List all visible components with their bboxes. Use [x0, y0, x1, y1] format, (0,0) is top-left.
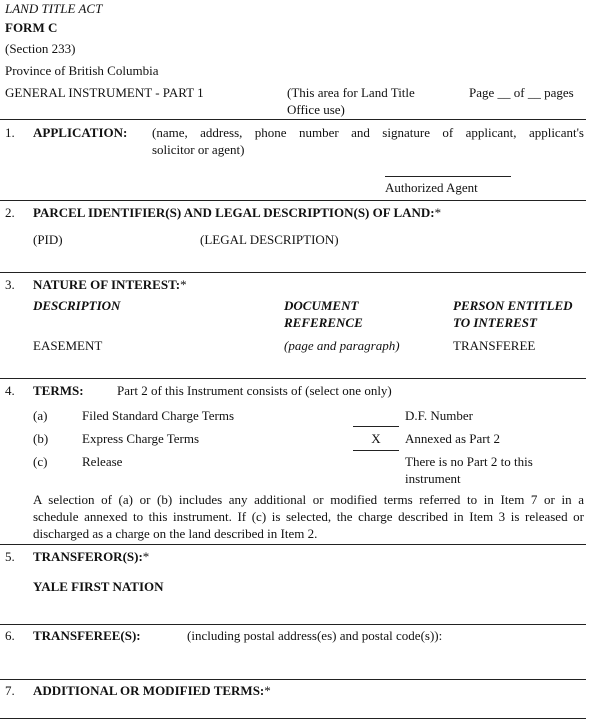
- interest-docref-value: (page and paragraph): [284, 338, 400, 353]
- divider: [0, 544, 586, 545]
- col-docref-header-line1: DOCUMENT: [284, 298, 359, 313]
- item1-description-line1: (name, address, phone number and signature of applicant, applicant's: [152, 125, 584, 140]
- pid-label: (PID): [33, 232, 63, 247]
- option-a-label: Filed Standard Charge Terms: [82, 408, 235, 423]
- divider: [0, 200, 586, 201]
- item2-number: 2.: [5, 205, 15, 220]
- option-b-blank: [353, 450, 399, 451]
- option-b-letter: (b): [33, 431, 49, 446]
- divider: [0, 624, 586, 625]
- interest-description-value: EASEMENT: [33, 338, 103, 353]
- item3-number: 3.: [5, 277, 15, 292]
- item4-intro: Part 2 of this Instrument consists of (select one only): [117, 383, 392, 398]
- form-title: FORM C: [5, 20, 58, 35]
- item5-heading: [33, 548, 149, 565]
- divider: [0, 119, 586, 120]
- item5-number: 5.: [5, 549, 15, 564]
- item3-title: NATURE OF INTEREST:: [33, 277, 181, 292]
- item6-description: (including postal address(es) and postal code(s)):: [187, 628, 443, 643]
- col-person-header-line2: TO INTEREST: [453, 315, 537, 330]
- option-a-blank: [353, 426, 399, 427]
- option-a-letter: (a): [33, 408, 48, 423]
- option-a-right: D.F. Number: [405, 408, 473, 423]
- item1-title: APPLICATION:: [33, 125, 128, 140]
- item7-title: ADDITIONAL OR MODIFIED TERMS:: [33, 683, 265, 698]
- item4-note-line2: schedule annexed to this instrument. If (c) is selected, the charge described in Item 3 is released or: [33, 509, 584, 524]
- col-description-header: DESCRIPTION: [33, 298, 121, 313]
- option-b-right: Annexed as Part 2: [405, 431, 500, 446]
- divider: [0, 679, 586, 680]
- option-c-letter: (c): [33, 454, 48, 469]
- legal-description-label: (LEGAL DESCRIPTION): [200, 232, 339, 247]
- item4-title: TERMS:: [33, 383, 84, 398]
- item7-asterisk: *: [264, 683, 271, 698]
- item2-title: PARCEL IDENTIFIER(S) AND LEGAL DESCRIPTION(S) OF LAND:: [33, 205, 435, 220]
- option-c-label: Release: [82, 454, 123, 469]
- page-count: Page __ of __ pages: [469, 85, 574, 100]
- section-ref: (Section 233): [5, 41, 76, 56]
- item4-number: 4.: [5, 383, 15, 398]
- instrument-title: GENERAL INSTRUMENT - PART 1: [5, 85, 204, 100]
- item4-note-line1: A selection of (a) or (b) includes any additional or modified terms referred to in Item 7 or in a: [33, 492, 584, 507]
- transferor-value: YALE FIRST NATION: [33, 579, 164, 594]
- item7-number: 7.: [5, 683, 15, 698]
- option-c-right-line1: There is no Part 2 to this: [405, 454, 533, 469]
- item1-number: 1.: [5, 125, 15, 140]
- option-c-right-line2: instrument: [405, 471, 461, 486]
- item7-heading: [33, 682, 271, 699]
- item2-heading: [33, 204, 441, 221]
- item5-asterisk: *: [142, 549, 150, 564]
- col-docref-header-line2: REFERENCE: [284, 315, 363, 330]
- item6-title: TRANSFEREE(S):: [33, 628, 141, 643]
- col-person-header-line1: PERSON ENTITLED: [453, 298, 573, 313]
- office-use-note-line1: (This area for Land Title: [287, 85, 415, 100]
- divider: [0, 718, 586, 719]
- office-use-note-line2: Office use): [287, 102, 345, 117]
- item4-note-line3: discharged as a charge on the land described in Item 2.: [33, 526, 318, 541]
- item3-heading: [33, 276, 187, 293]
- option-b-mark[interactable]: X: [371, 431, 381, 446]
- option-b-label: Express Charge Terms: [82, 431, 200, 446]
- item5-title: TRANSFEROR(S):: [33, 549, 143, 564]
- divider: [0, 378, 586, 379]
- province-label: Province of British Columbia: [5, 63, 159, 78]
- item1-description-line2: solicitor or agent): [152, 142, 245, 157]
- divider: [0, 272, 586, 273]
- item6-number: 6.: [5, 628, 15, 643]
- item3-asterisk: *: [180, 277, 187, 292]
- item2-asterisk: *: [434, 205, 442, 220]
- interest-person-value: TRANSFEREE: [453, 338, 536, 353]
- signature-line[interactable]: [385, 176, 511, 177]
- authorized-agent-label: Authorized Agent: [385, 180, 478, 195]
- act-title: LAND TITLE ACT: [5, 1, 103, 16]
